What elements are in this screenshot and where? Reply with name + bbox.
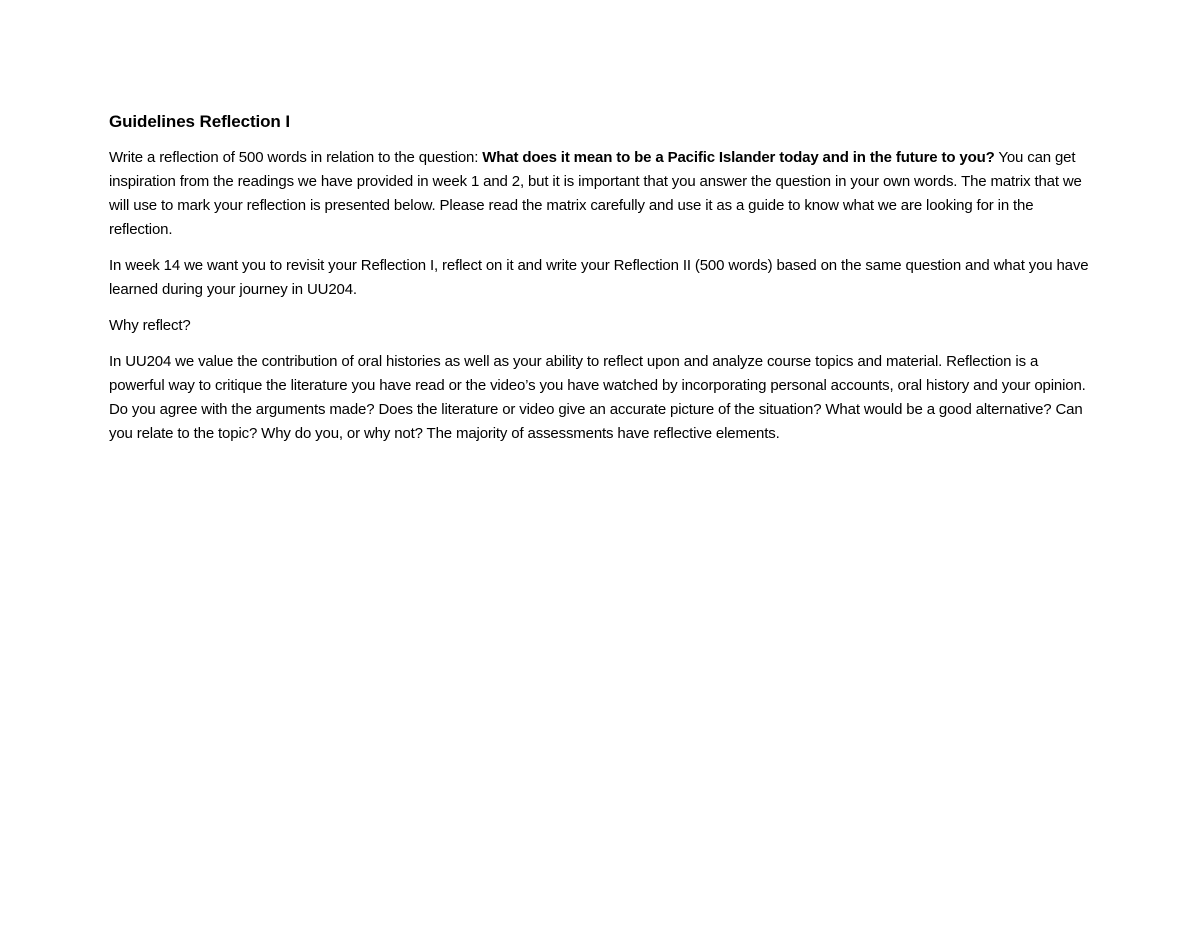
document-title: Guidelines Reflection I [109, 112, 290, 131]
paragraph-why-reflect: Why reflect? [109, 317, 191, 334]
paragraph-week-14: In week 14 we want you to revisit your Reflection I, reflect on it and write your Reflection II (500 words) based on the same question and what you have learned during your journey in UU204. [109, 257, 1089, 298]
reflection-question: What does it mean to be a Pacific Islander today and in the future to you? [482, 149, 995, 166]
instructions-lead: Write a reflection of 500 words in relation to the question: [109, 149, 483, 166]
document-page [109, 110, 1094, 458]
paragraph-reflection-value: In UU204 we value the contribution of oral histories as well as your ability to reflect upon and analyze course topics and material. Reflection is a powerful way to critique the literature you have read or the video’s you have watched by incorporating personal accounts, oral history and your opinion. Do you agree with the arguments made? Does the literature or video give an accurate picture of the situation? What would be a good alternative? Can you relate to the topic? Why do you, or why not? The majority of assessments have reflective elements. [109, 353, 1086, 442]
paragraph-instructions [109, 146, 1094, 242]
instructions-rest: You can get inspiration from the readings we have provided in week 1 and 2, but it is important that you answer the question in your own words. The matrix that we will use to mark your reflection is presented below. Please read the matrix carefully and use it as a guide to know what we are looking for in the reflection. [109, 149, 1082, 238]
